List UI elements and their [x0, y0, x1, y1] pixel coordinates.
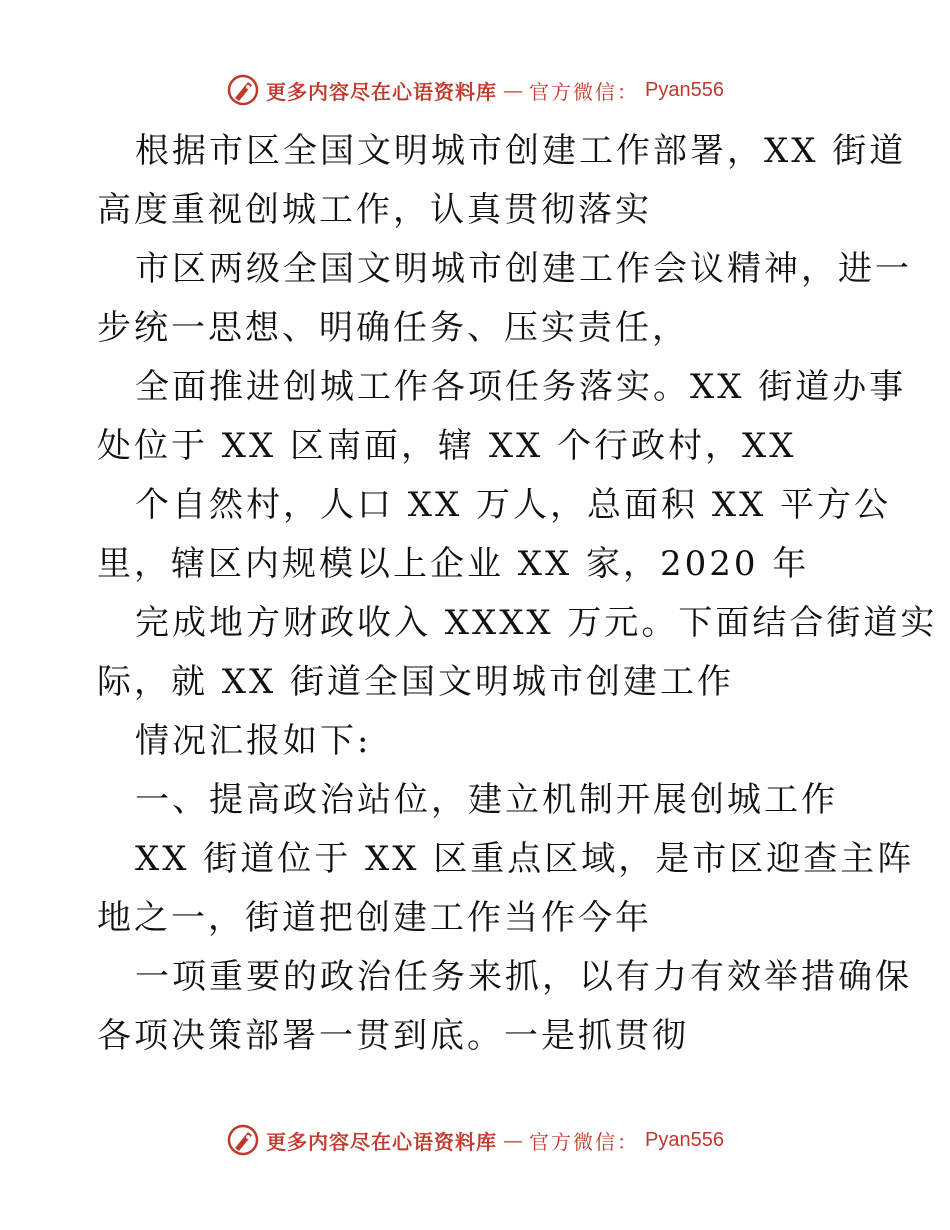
text-line: 市区两级全国文明城市创建工作会议精神，进一 [135, 249, 912, 289]
section-heading: 一、提高政治站位，建立机制开展创城工作 [135, 780, 838, 820]
footer-watermark [0, 1120, 950, 1160]
pen-logo-icon [226, 73, 260, 107]
text-line: 一项重要的政治任务来抓，以有力有效举措确保 [135, 957, 912, 997]
text-line: 里，辖区内规模以上企业 XX 家，2020 年 [97, 544, 810, 584]
text-line: 个自然村，人口 XX 万人，总面积 XX 平方公 [135, 485, 892, 525]
watermark-text: 更多内容尽在心语资料库 [266, 79, 498, 104]
text-line: XX 街道位于 XX 区重点区域，是市区迎查主阵 [135, 839, 915, 879]
text-line: 高度重视创城工作，认真贯彻落实 [97, 190, 652, 230]
text-line: 根据市区全国文明城市创建工作部署，XX 街道 [135, 131, 907, 171]
text-line: 际，就 XX 街道全国文明城市创建工作 [97, 662, 735, 702]
text-line: 全面推进创城工作各项任务落实。XX 街道办事 [135, 367, 907, 407]
watermark-official: 官方微信： [529, 1129, 640, 1154]
watermark-account: Pyan556 [645, 1128, 724, 1151]
text-line: 步统一思想、明确任务、压实责任， [97, 308, 689, 348]
watermark-separator: — [503, 78, 524, 102]
watermark-official: 官方微信： [529, 79, 640, 104]
text-line: 地之一，街道把创建工作当作今年 [97, 898, 652, 938]
text-line: 各项决策部署一贯到底。一是抓贯彻 [97, 1016, 689, 1056]
text-line: 情况汇报如下: [135, 721, 372, 761]
watermark-account: Pyan556 [645, 78, 724, 101]
document-body [97, 122, 938, 1066]
watermark-separator: — [503, 1128, 524, 1152]
header-watermark [0, 70, 950, 110]
pen-logo-icon [226, 1123, 260, 1157]
text-line: 处位于 XX 区南面，辖 XX 个行政村，XX [97, 426, 797, 466]
text-line: 完成地方财政收入 XXXX 万元。下面结合街道实 [135, 603, 938, 643]
watermark-text: 更多内容尽在心语资料库 [266, 1129, 498, 1154]
